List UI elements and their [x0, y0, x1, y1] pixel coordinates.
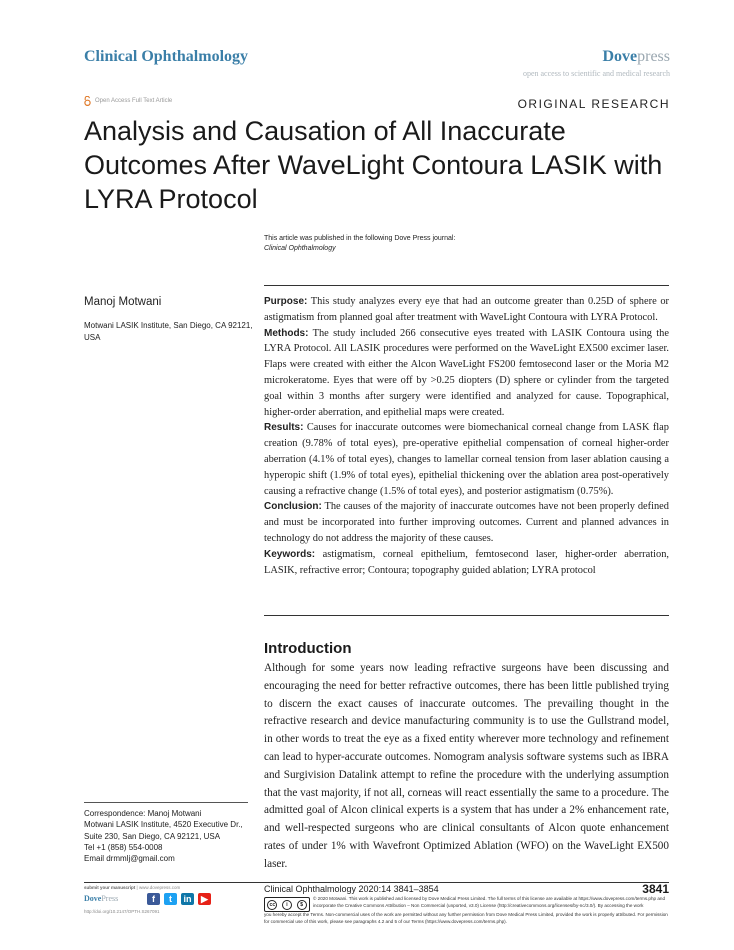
submit-manuscript-link[interactable]: submit your manuscript | www.dovepress.com	[84, 885, 181, 890]
license-text-continued: you hereby accept the Terms. Non-commercial uses of the work are permitted without any further permission from Dove Medical Press Limited, provided the work is properly attributed. For permission for commercial use of this work, please see paragraphs 4.2 and 5 of our Terms (https://www.dovepress.com/terms.php).	[264, 912, 668, 924]
correspondence-email[interactable]: Email drmmlj@gmail.com	[84, 854, 175, 864]
publication-note	[264, 234, 455, 254]
author-name: Manoj Motwani	[84, 296, 162, 308]
correspondence-phone: Tel +1 (858) 554-0008	[84, 842, 163, 852]
twitter-icon[interactable]: t	[164, 893, 177, 905]
divider	[84, 802, 248, 803]
abstract-methods: Methods: The study included 266 consecutive eyes treated with LASIK Contoura using the LYRA Protocol. All LASIK procedures were performed on the WaveLight EX500 excimer laser. Flaps were created with either the Alcon WaveLight FS200 femtosecond laser or the Moria M2 microkeratome. Eyes that were off by >0.25 diopters (D) sphere or cylinder from the targeted goal within 3 months after surgery were identified and analyzed for cause. Topographical, higher-order aberration, and epithelial maps were created.	[264, 327, 669, 418]
brand-tagline: open access to scientific and medical research	[522, 69, 670, 78]
abstract-conclusion: Conclusion: The causes of the majority of inaccurate outcomes have not been properly defined and must be incorporated into further improving outcomes. Current and planned advances in technology do not address the majority of these causes.	[264, 501, 669, 544]
divider	[264, 285, 669, 286]
by-icon: i	[282, 900, 292, 910]
open-access-label: Open Access Full Text Article	[95, 98, 173, 104]
open-access-lock-icon	[84, 96, 91, 106]
publication-journal-link[interactable]: Clinical Ophthalmology	[264, 245, 336, 252]
page-number: 3841	[642, 882, 669, 896]
nc-icon: $	[297, 900, 307, 910]
facebook-icon[interactable]: f	[147, 893, 160, 905]
divider	[84, 882, 669, 883]
social-links	[147, 893, 211, 905]
journal-name: Clinical Ophthalmology	[84, 48, 249, 65]
cc-icon: cc	[267, 900, 277, 910]
footer-dovepress-logo[interactable]: DovePress	[84, 894, 119, 903]
license-text: © 2020 Motwani. This work is published and licensed by Dove Medical Press Limited. The full terms of this license are available at https://www.dovepress.com/terms.php and incorporate the Creative Commons Attribution – Non Commercial (unported, v3.0) License (http://creativecommons.org/licenses/by-nc/3.0/). By accessing the work	[313, 896, 665, 908]
citation: Clinical Ophthalmology 2020:14 3841–3854	[264, 884, 439, 894]
author-affiliation: Motwani LASIK Institute, San Diego, CA 92121, USA	[84, 321, 253, 342]
correspondence-block	[84, 808, 254, 864]
introduction-body: Although for some years now leading refractive surgeons have been discussing and encouraging the need for better refractive outcomes, there has been little published trying to discern the exact causes of inaccurate outcomes. The prevailing thought in the refractive research and device manufacturing community is to use the Gullstrand model, in other words to treat the eye as a fixed entity wherever more technology and refinement can lead to hyper-accurate outcomes. Nomogram analysis software systems such as IBRA and Surgivision Datalink attempt to refine the procedure with the underlying assumption that the vast majority, if not all, corneas will react essentially the same to a procedure. The admitted goal of Alcon clinical experts is a system that has under a 2% enhancement rate, and well-respected surgeons who are clinical consultants of Alcon quote enhancement rates of under 1% with Wavefront Optimized Ablation (WFO) on the WaveLight EX500 laser.	[264, 662, 669, 870]
correspondence-name: Correspondence: Manoj Motwani	[84, 809, 202, 818]
dovepress-logo: Dovepress	[602, 48, 670, 65]
publisher-brand[interactable]	[523, 48, 670, 78]
divider	[264, 615, 669, 616]
abstract	[264, 294, 669, 578]
introduction-heading: Introduction	[264, 640, 352, 657]
abstract-keywords: Keywords: astigmatism, corneal epithelium, femtosecond laser, higher-order aberration, LASIK, refractive error; Contoura; topography guided ablation; LYRA protocol	[264, 548, 669, 576]
article-type: ORIGINAL RESEARCH	[517, 97, 670, 111]
linkedin-icon[interactable]: in	[181, 893, 194, 905]
abstract-purpose: Purpose: This study analyzes every eye that had an outcome greater than 0.25D of sphere or astigmatism from planned goal after treatment with WaveLight Contoura with LYRA Protocol.	[264, 296, 669, 323]
publication-note-text: This article was published in the following Dove Press journal:	[264, 235, 456, 242]
creative-commons-icon[interactable]	[264, 897, 310, 912]
open-access-badge	[84, 96, 172, 106]
abstract-results: Results: Causes for inaccurate outcomes were biomechanical corneal change from LASK flap creation (9.78% of total eyes), pre-operative epithelial compensation of corneal higher-order aberration (4.1% of total eyes), changes to lamellar corneal tension from laser ablation causing a hyperopic shift (1.9% of total eyes), epithelial thickening over the ablation area post-operatively causing a refractive change (1.5% of total eyes), and posterior astigmatism (0.75%).	[264, 422, 669, 497]
correspondence-address: Motwani LASIK Institute, 4520 Executive Dr., Suite 230, San Diego, CA 92121, USA	[84, 820, 243, 841]
youtube-icon[interactable]: ▶	[198, 893, 211, 905]
doi-link[interactable]: http://doi.org/10.2147/OPTH.S267091	[84, 909, 160, 914]
article-title: Analysis and Causation of All Inaccurate Outcomes After WaveLight Contoura LASIK with LYRA Protocol	[84, 116, 663, 214]
